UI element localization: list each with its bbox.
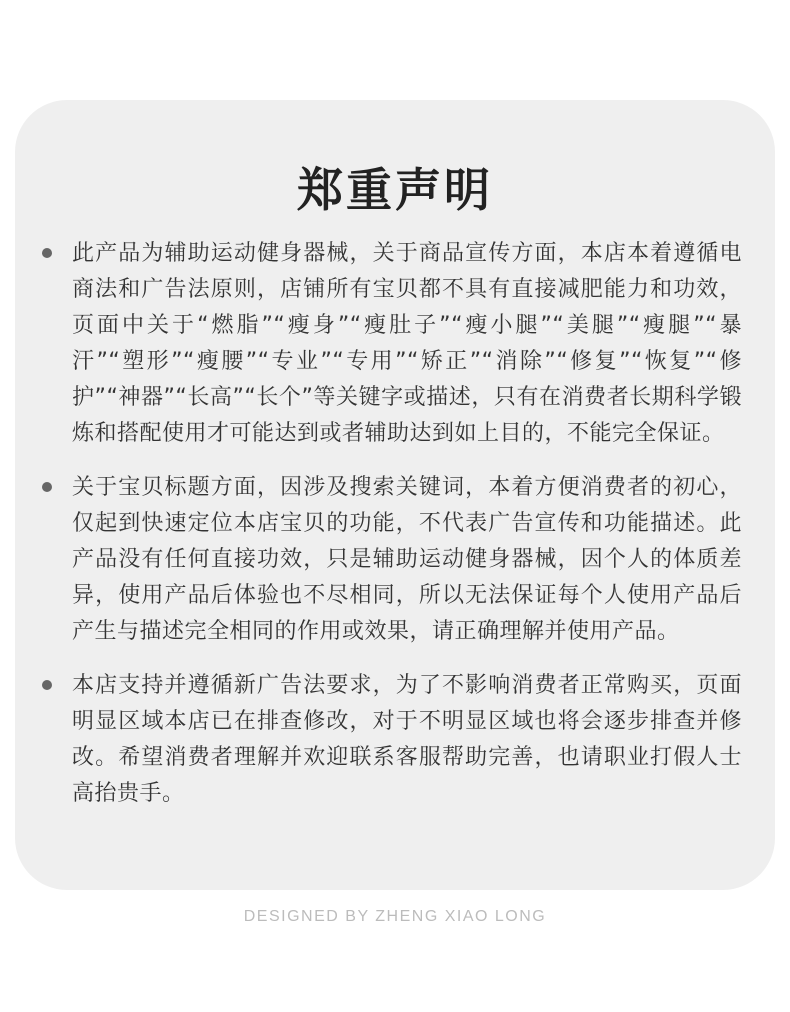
statement-text: 此产品为辅助运动健身器械，关于商品宣传方面，本店本着遵循电商法和广告法原则，店铺所有宝贝都不具有直接减肥能力和功效，页面中关于“燃脂”“瘦身”“瘦肚子”“瘦小腿”“美腿”“瘦腿”“暴汗”“塑形”“瘦腰”“专业”“专用”“矫正”“消除”“修复”“恢复”“修护”“神器”“长高”“长个”等关键字或描述，只有在消费者长期科学锻炼和搭配使用才可能达到或者辅助达到如上目的，不能完全保证。 — [72, 241, 742, 446]
statement-item — [42, 668, 742, 812]
statement-item — [42, 470, 742, 650]
page-title: 郑重声明 — [297, 163, 493, 217]
statement-list — [42, 236, 742, 830]
bullet-icon — [42, 680, 52, 690]
statement-text: 本店支持并遵循新广告法要求，为了不影响消费者正常购买，页面明显区域本店已在排查修改，对于不明显区域也将会逐步排查并修改。希望消费者理解并欢迎联系客服帮助完善，也请职业打假人士高抬贵手。 — [72, 673, 742, 806]
statement-text: 关于宝贝标题方面，因涉及搜索关键词，本着方便消费者的初心，仅起到快速定位本店宝贝的功能，不代表广告宣传和功能描述。此产品没有任何直接功效，只是辅助运动健身器械，因个人的体质差异，使用产品后体验也不尽相同，所以无法保证每个人使用产品后产生与描述完全相同的作用或效果，请正确理解并使用产品。 — [72, 475, 742, 644]
statement-item — [42, 236, 742, 452]
bullet-icon — [42, 248, 52, 258]
bullet-icon — [42, 482, 52, 492]
designer-credit: DESIGNED BY ZHENG XIAO LONG — [243, 908, 547, 925]
